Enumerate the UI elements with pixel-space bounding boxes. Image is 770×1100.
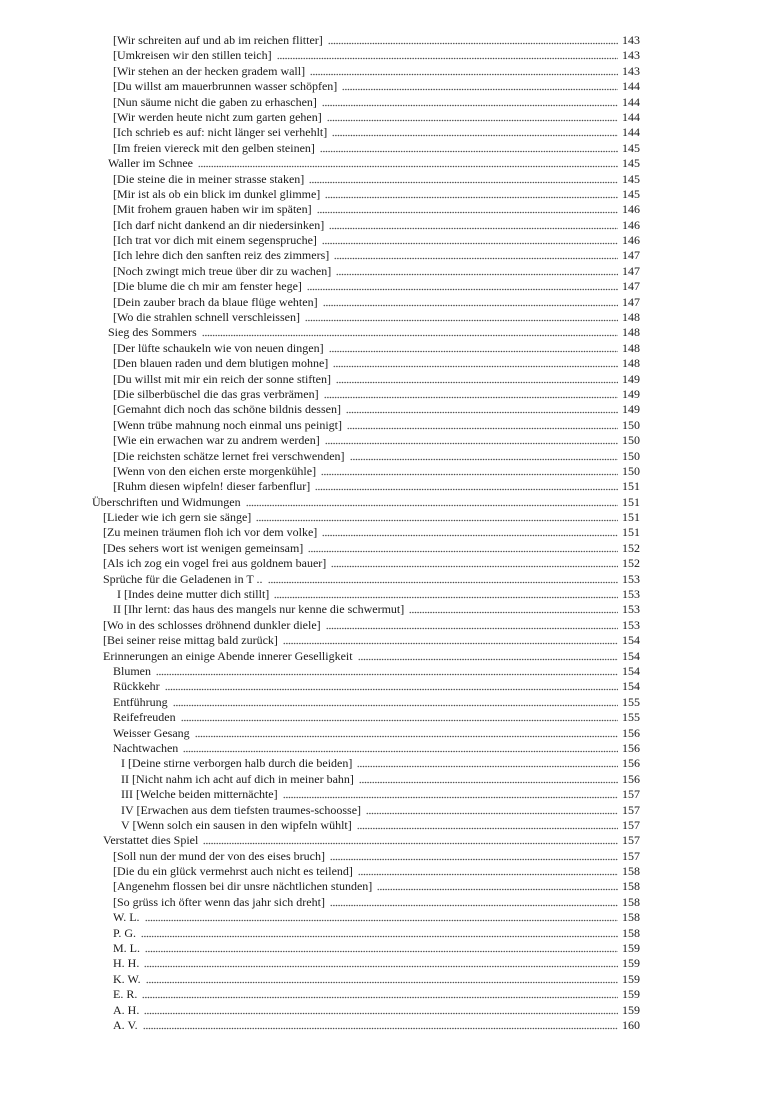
toc-entry-title: A. V. bbox=[113, 1017, 138, 1032]
toc-entry-title: [Du willst mit mir ein reich der sonne stiften] bbox=[113, 371, 331, 386]
toc-entry-title: [Ruhm diesen wipfeln! dieser farbenflur] bbox=[113, 479, 311, 494]
toc-entry bbox=[113, 279, 640, 294]
toc-entry-title: [Mit frohem grauen haben wir im späten] bbox=[113, 202, 312, 217]
toc-entry-title: [Ich trat vor dich mit einem segenspruche] bbox=[113, 233, 317, 248]
toc-entry bbox=[103, 556, 640, 571]
toc-entry bbox=[113, 233, 640, 248]
dot-leader bbox=[322, 235, 618, 245]
toc-entry-title: [Umkreisen wir den stillen teich] bbox=[113, 48, 272, 63]
dot-leader bbox=[305, 312, 618, 322]
dot-leader bbox=[202, 327, 618, 337]
toc-entry-page-number: 144 bbox=[622, 109, 640, 124]
toc-entry bbox=[113, 449, 640, 464]
toc-entry-page-number: 157 bbox=[622, 817, 640, 832]
toc-entry-page-number: 158 bbox=[622, 910, 640, 925]
toc-entry bbox=[113, 741, 640, 756]
toc-entry-page-number: 157 bbox=[622, 848, 640, 863]
toc-entry-page-number: 153 bbox=[622, 571, 640, 586]
toc-entry-title: I [Deine stirne verborgen halb durch die beiden] bbox=[121, 756, 353, 771]
dot-leader bbox=[142, 989, 618, 999]
dot-leader bbox=[315, 481, 618, 491]
toc-entry-title: [Die steine die in meiner strasse staken] bbox=[113, 171, 305, 186]
toc-entry bbox=[113, 849, 640, 864]
toc-entry bbox=[113, 956, 640, 971]
toc-entry-page-number: 155 bbox=[622, 694, 640, 709]
toc-entry-page-number: 159 bbox=[622, 1002, 640, 1017]
toc-entry-page-number: 144 bbox=[622, 94, 640, 109]
toc-entry-page-number: 147 bbox=[622, 294, 640, 309]
dot-leader bbox=[183, 743, 618, 753]
toc-entry bbox=[113, 926, 640, 941]
toc-entry-page-number: 152 bbox=[622, 540, 640, 555]
toc-entry-title: [Gemahnt dich noch das schöne bildnis dessen] bbox=[113, 402, 341, 417]
toc-entry bbox=[113, 295, 640, 310]
toc-entry-title: E. R. bbox=[113, 987, 138, 1002]
toc-entry-page-number: 149 bbox=[622, 402, 640, 417]
toc-entry-page-number: 158 bbox=[622, 864, 640, 879]
toc-entry-title: [Soll nun der mund der von des eises bruch] bbox=[113, 848, 325, 863]
toc-entry bbox=[121, 787, 640, 802]
toc-entry-title: H. H. bbox=[113, 956, 140, 971]
dot-leader bbox=[332, 127, 618, 137]
toc-entry-title: II [Nicht nahm ich acht auf dich in meiner bahn] bbox=[121, 771, 354, 786]
dot-leader bbox=[165, 681, 618, 691]
dot-leader bbox=[346, 404, 618, 414]
dot-leader bbox=[307, 281, 618, 291]
toc-entry-page-number: 157 bbox=[622, 802, 640, 817]
toc-entry bbox=[113, 726, 640, 741]
dot-leader bbox=[203, 835, 618, 845]
toc-entry-title: [Der lüfte schaukeln wie von neuen dingen] bbox=[113, 340, 324, 355]
toc-entry-title: W. L. bbox=[113, 910, 140, 925]
toc-entry-title: [Die blume die ch mir am fenster hege] bbox=[113, 279, 302, 294]
toc-entry bbox=[113, 64, 640, 79]
toc-entry bbox=[113, 1003, 640, 1018]
toc-entry-page-number: 156 bbox=[622, 725, 640, 740]
toc-entry-title: Entführung bbox=[113, 694, 168, 709]
toc-entry bbox=[113, 125, 640, 140]
dot-leader bbox=[256, 512, 618, 522]
toc-entry bbox=[113, 864, 640, 879]
toc-entry bbox=[113, 141, 640, 156]
toc-entry-title: [Wenn von den eichen erste morgenkühle] bbox=[113, 463, 317, 478]
toc-entry-page-number: 151 bbox=[622, 525, 640, 540]
toc-entry bbox=[113, 218, 640, 233]
dot-leader bbox=[326, 620, 618, 630]
dot-leader bbox=[327, 112, 618, 122]
toc-entry bbox=[103, 618, 640, 633]
toc-entry bbox=[103, 572, 640, 587]
toc-entry-title: [Ich darf nicht dankend an dir niedersinken] bbox=[113, 217, 325, 232]
toc-entry bbox=[113, 695, 640, 710]
toc-entry-title: [Als ich zog ein vogel frei aus goldnem bauer] bbox=[103, 556, 327, 571]
toc-entry-page-number: 150 bbox=[622, 417, 640, 432]
dot-leader bbox=[336, 374, 618, 384]
toc-entry-title: Reifefreuden bbox=[113, 710, 176, 725]
toc-entry bbox=[113, 48, 640, 63]
dot-leader bbox=[324, 389, 618, 399]
toc-entry bbox=[113, 33, 640, 48]
toc-entry-page-number: 145 bbox=[622, 171, 640, 186]
toc-entry bbox=[103, 510, 640, 525]
dot-leader bbox=[347, 420, 618, 430]
toc-entry-title: IV [Erwachen aus dem tiefsten traumes-schoosse] bbox=[121, 802, 362, 817]
dot-leader bbox=[195, 728, 618, 738]
dot-leader bbox=[359, 774, 618, 784]
dot-leader bbox=[317, 204, 618, 214]
dot-leader bbox=[333, 358, 618, 368]
dot-leader bbox=[181, 712, 618, 722]
toc-entry-page-number: 158 bbox=[622, 894, 640, 909]
toc-entry-title: Sieg des Sommers bbox=[108, 325, 197, 340]
toc-entry-page-number: 144 bbox=[622, 125, 640, 140]
dot-leader bbox=[268, 574, 618, 584]
toc-entry bbox=[108, 325, 640, 340]
toc-entry-page-number: 148 bbox=[622, 340, 640, 355]
toc-entry-title: [Wir werden heute nicht zum garten gehen] bbox=[113, 109, 322, 124]
dot-leader bbox=[328, 35, 618, 45]
toc-entry-title: Überschriften und Widmungen bbox=[92, 494, 241, 509]
dot-leader bbox=[322, 97, 618, 107]
dot-leader bbox=[141, 928, 618, 938]
toc-entry bbox=[92, 495, 640, 510]
toc-entry-page-number: 146 bbox=[622, 233, 640, 248]
toc-entry-title: [Die du ein glück vermehrst auch nicht es teilend] bbox=[113, 864, 353, 879]
toc-entry-title: [Im freien viereck mit den gelben steinen] bbox=[113, 140, 315, 155]
toc-entry-page-number: 146 bbox=[622, 202, 640, 217]
toc-entry-title: [Die silberbüschel die das gras verbrämen] bbox=[113, 386, 319, 401]
toc-entry bbox=[113, 972, 640, 987]
dot-leader bbox=[330, 851, 618, 861]
toc-entry-page-number: 147 bbox=[622, 263, 640, 278]
toc-entry bbox=[121, 803, 640, 818]
dot-leader bbox=[308, 543, 618, 553]
toc-entry-title: [Wir schreiten auf und ab im reichen flitter] bbox=[113, 33, 323, 47]
toc-entry-title: Verstattet dies Spiel bbox=[103, 833, 199, 848]
toc-entry bbox=[113, 341, 640, 356]
toc-entry bbox=[113, 1018, 640, 1033]
toc-entry bbox=[103, 525, 640, 540]
dot-leader bbox=[145, 943, 618, 953]
toc-entry bbox=[113, 387, 640, 402]
toc-entry-page-number: 151 bbox=[622, 479, 640, 494]
toc-entry-title: [Des sehers wort ist wenigen gemeinsam] bbox=[103, 540, 304, 555]
toc-entry bbox=[113, 941, 640, 956]
toc-entry bbox=[113, 310, 640, 325]
toc-entry-title: [Wo die strahlen schnell verschleissen] bbox=[113, 310, 300, 325]
toc-entry bbox=[113, 679, 640, 694]
toc-entry-title: I [Indes deine mutter dich stillt] bbox=[117, 587, 270, 602]
toc-entry-page-number: 153 bbox=[622, 617, 640, 632]
dot-leader bbox=[334, 250, 618, 260]
toc-entry bbox=[121, 772, 640, 787]
toc-entry-page-number: 148 bbox=[622, 356, 640, 371]
dot-leader bbox=[409, 604, 618, 614]
toc-entry-page-number: 154 bbox=[622, 679, 640, 694]
toc-entry bbox=[113, 418, 640, 433]
toc-entry-title: Nachtwachen bbox=[113, 740, 179, 755]
toc-entry bbox=[113, 479, 640, 494]
toc-entry-page-number: 159 bbox=[622, 971, 640, 986]
toc-entry-title: Blumen bbox=[113, 663, 151, 678]
toc-entry-page-number: 151 bbox=[622, 510, 640, 525]
toc-entry bbox=[113, 172, 640, 187]
toc-entry-page-number: 150 bbox=[622, 433, 640, 448]
toc-entry-title: [Wo in des schlosses dröhnend dunkler diele] bbox=[103, 617, 321, 632]
toc-entry-title: Waller im Schnee bbox=[108, 156, 194, 171]
dot-leader bbox=[144, 1005, 618, 1015]
dot-leader bbox=[145, 912, 618, 922]
dot-leader bbox=[198, 158, 618, 168]
toc-entry-title: [Ich schrieb es auf: nicht länger sei verhehlt] bbox=[113, 125, 328, 140]
toc-entry-page-number: 145 bbox=[622, 140, 640, 155]
dot-leader bbox=[350, 451, 618, 461]
toc-entry-title: Rückkehr bbox=[113, 679, 160, 694]
toc-entry-title: K. W. bbox=[113, 971, 141, 986]
toc-entry-title: [So grüss ich öfter wenn das jahr sich dreht] bbox=[113, 894, 325, 909]
dot-leader bbox=[336, 266, 618, 276]
toc-entry-title: [Die reichsten schätze lernet frei verschwenden] bbox=[113, 448, 345, 463]
toc-entry-page-number: 158 bbox=[622, 879, 640, 894]
toc-entry-page-number: 145 bbox=[622, 156, 640, 171]
toc-entry bbox=[113, 464, 640, 479]
toc-entry bbox=[108, 156, 640, 171]
toc-entry bbox=[113, 110, 640, 125]
toc-entry bbox=[113, 187, 640, 202]
toc-entry-page-number: 151 bbox=[622, 494, 640, 509]
toc-entry-page-number: 147 bbox=[622, 279, 640, 294]
toc-entry-page-number: 154 bbox=[622, 633, 640, 648]
dot-leader bbox=[323, 297, 618, 307]
dot-leader bbox=[283, 789, 618, 799]
dot-leader bbox=[329, 343, 618, 353]
toc-entry-title: [Bei seiner reise mittag bald zurück] bbox=[103, 633, 278, 648]
toc-entry-title: [Dein zauber brach da blaue flüge wehten] bbox=[113, 294, 318, 309]
toc-entry-title: [Ich lehre dich den sanften reiz des zimmers] bbox=[113, 248, 330, 263]
toc-entry-page-number: 153 bbox=[622, 587, 640, 602]
toc-entry-page-number: 159 bbox=[622, 987, 640, 1002]
toc-entry-page-number: 159 bbox=[622, 941, 640, 955]
toc-entry-title: [Mir ist als ob ein blick im dunkel glimme] bbox=[113, 186, 321, 201]
toc-entry-page-number: 153 bbox=[622, 602, 640, 617]
toc-entry bbox=[113, 895, 640, 910]
toc-entry-page-number: 160 bbox=[622, 1017, 640, 1032]
toc-entry bbox=[113, 402, 640, 417]
toc-entry-title: III [Welche beiden mitternächte] bbox=[121, 787, 278, 802]
dot-leader bbox=[143, 1020, 618, 1030]
dot-leader bbox=[329, 220, 618, 230]
dot-leader bbox=[377, 881, 618, 891]
toc-entry-page-number: 152 bbox=[622, 556, 640, 571]
toc-entry bbox=[113, 433, 640, 448]
dot-leader bbox=[342, 81, 618, 91]
toc-entry bbox=[113, 879, 640, 894]
toc-entry-page-number: 149 bbox=[622, 386, 640, 401]
toc-entry-page-number: 156 bbox=[622, 756, 640, 771]
toc-entry-title: [Du willst am mauerbrunnen wasser schöpfen] bbox=[113, 79, 338, 94]
toc-entry-page-number: 157 bbox=[622, 833, 640, 848]
toc-entry-page-number: 156 bbox=[622, 740, 640, 755]
toc-entry bbox=[113, 95, 640, 110]
toc-entry-title: [Wie ein erwachen war zu andrem werden] bbox=[113, 433, 320, 448]
toc-entry bbox=[113, 372, 640, 387]
toc-entry bbox=[113, 264, 640, 279]
dot-leader bbox=[246, 497, 618, 507]
dot-leader bbox=[310, 66, 618, 76]
toc-entry-title: [Angenehm flossen bei dir unsre nächtlichen stunden] bbox=[113, 879, 373, 894]
toc-entry bbox=[103, 541, 640, 556]
dot-leader bbox=[274, 589, 618, 599]
dot-leader bbox=[320, 143, 618, 153]
dot-leader bbox=[325, 435, 618, 445]
toc-entry bbox=[103, 649, 640, 664]
toc-entry-page-number: 145 bbox=[622, 186, 640, 201]
toc-entry-title: [Wir stehen an der hecken gradem wall] bbox=[113, 63, 306, 78]
toc-entry-title: V [Wenn solch ein sausen in den wipfeln wühlt] bbox=[121, 817, 352, 832]
dot-leader bbox=[146, 974, 618, 984]
dot-leader bbox=[331, 558, 618, 568]
toc-entry bbox=[113, 356, 640, 371]
toc-entry bbox=[113, 79, 640, 94]
toc-entry bbox=[103, 833, 640, 848]
dot-leader bbox=[283, 635, 618, 645]
toc-entry-page-number: 146 bbox=[622, 217, 640, 232]
toc-entry-title: [Lieder wie ich gern sie sänge] bbox=[103, 510, 252, 525]
toc-entry-title: II [Ihr lernt: das haus des mangels nur kenne die schwermut] bbox=[113, 602, 405, 617]
toc-entry-title: [Wenn trübe mahnung noch einmal uns peinigt] bbox=[113, 417, 342, 432]
toc-entry-title: [Den blauen raden und dem blutigen mohne] bbox=[113, 356, 329, 371]
dot-leader bbox=[144, 958, 618, 968]
dot-leader bbox=[325, 189, 618, 199]
toc-entry bbox=[113, 664, 640, 679]
toc-entry-page-number: 158 bbox=[622, 925, 640, 940]
toc-entry-page-number: 157 bbox=[622, 787, 640, 802]
toc-entry-page-number: 154 bbox=[622, 648, 640, 663]
dot-leader bbox=[357, 758, 618, 768]
toc-entry bbox=[121, 756, 640, 771]
toc-entry bbox=[113, 910, 640, 925]
toc-entry-page-number: 147 bbox=[622, 248, 640, 263]
toc-entry-page-number: 150 bbox=[622, 448, 640, 463]
toc-entry bbox=[121, 818, 640, 833]
toc-entry bbox=[113, 248, 640, 263]
dot-leader bbox=[277, 50, 618, 60]
dot-leader bbox=[358, 651, 618, 661]
toc-entry-page-number: 148 bbox=[622, 325, 640, 340]
toc-entry-title: [Nun säume nicht die gaben zu erhaschen] bbox=[113, 94, 317, 109]
toc-entry-title: M. L. bbox=[113, 941, 140, 955]
dot-leader bbox=[173, 697, 618, 707]
toc-entry-page-number: 143 bbox=[622, 33, 640, 47]
dot-leader bbox=[322, 527, 618, 537]
dot-leader bbox=[321, 466, 618, 476]
toc-entry-title: [Noch zwingt mich treue über dir zu wachen] bbox=[113, 263, 332, 278]
toc-entry-title: [Zu meinen träumen floh ich vor dem volke] bbox=[103, 525, 318, 540]
toc-entry-title: Erinnerungen an einige Abende innerer Geselligkeit bbox=[103, 648, 353, 663]
toc-entry-title: P. G. bbox=[113, 925, 137, 940]
dot-leader bbox=[366, 805, 618, 815]
toc-entry-page-number: 143 bbox=[622, 48, 640, 63]
toc-entry bbox=[117, 587, 640, 602]
toc-entry-title: Weisser Gesang bbox=[113, 725, 190, 740]
toc-entry bbox=[113, 202, 640, 217]
dot-leader bbox=[358, 866, 618, 876]
toc-entry-title: Sprüche für die Geladenen in T .. bbox=[103, 571, 263, 586]
toc-entry-page-number: 149 bbox=[622, 371, 640, 386]
dot-leader bbox=[357, 820, 618, 830]
toc-entry bbox=[103, 633, 640, 648]
toc-entry-page-number: 155 bbox=[622, 710, 640, 725]
toc-entry-page-number: 154 bbox=[622, 663, 640, 678]
toc-entry-title: A. H. bbox=[113, 1002, 140, 1017]
toc-entry-page-number: 150 bbox=[622, 463, 640, 478]
dot-leader bbox=[309, 174, 618, 184]
dot-leader bbox=[330, 897, 618, 907]
toc-entry bbox=[113, 710, 640, 725]
toc-entry bbox=[113, 602, 640, 617]
toc-entry-page-number: 159 bbox=[622, 956, 640, 971]
toc-entry-page-number: 156 bbox=[622, 771, 640, 786]
toc-entry-page-number: 143 bbox=[622, 63, 640, 78]
toc-entry-page-number: 144 bbox=[622, 79, 640, 94]
toc-entry-page-number: 148 bbox=[622, 310, 640, 325]
dot-leader bbox=[156, 666, 618, 676]
toc-entry bbox=[113, 987, 640, 1002]
